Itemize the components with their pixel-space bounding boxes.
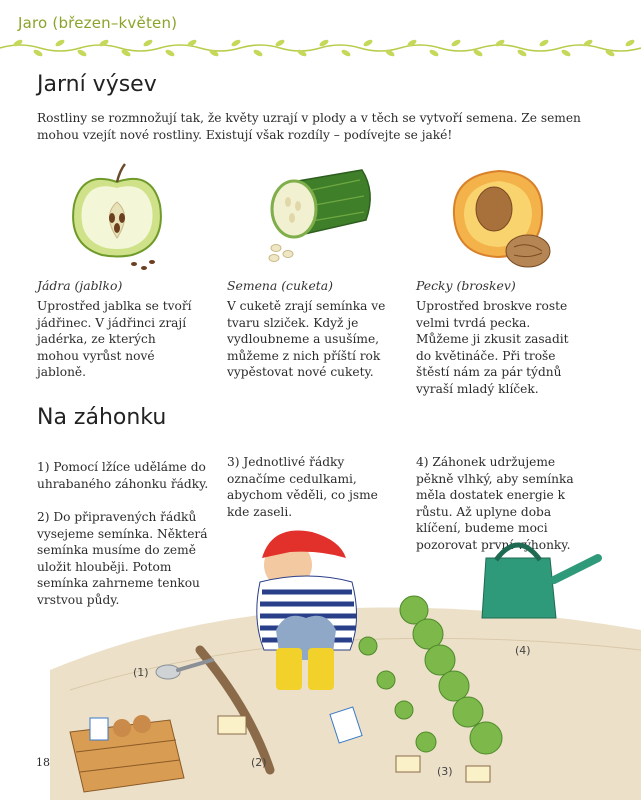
text-peach: Uprostřed broskve roste velmi tvrdá pecka. Můžeme ji zkusit zasadit do květináče. Při troše štěstí nám za pár týdnů vyraší mladý klíček. [416,299,569,396]
caption-zucchini: Semena (cuketa) [227,278,334,293]
section-title-garden-bed: Na záhonku [37,405,167,430]
intro-paragraph: Rostliny se rozmnožují tak, že květy uzrají v plody a v těch se vytvoří semena. Ze semen mohou vzejít nové rostliny. Existují však rozdíly – podívejte se jaké! [37,111,581,142]
apple-icon [62,160,172,275]
marker-2: (2) [251,756,267,769]
vine-divider-icon [0,36,641,60]
step-1: 1) Pomocí lžíce uděláme do uhrabaného záhonku řádky. [37,460,209,491]
marker-4: (4) [515,644,531,657]
section-header: Jaro (březen–květen) [18,14,178,32]
garden-scene-illustration [50,510,641,800]
step-3: 3) Jednotlivé řádky označíme cedulkami, abychom věděli, co jsme kde zaseli. [227,455,378,519]
step-2: 2) Do připravených řádků vysejeme semínka. Některá semínka musíme do země uložit hlouběji. Potom semínka zahrneme tenkou vrstvou půdy. [37,510,208,607]
step-4: 4) Záhonek udržujeme pěkně vlhký, aby semínka měla dostatek energie k růstu. Až uplyne doba klíčení, budeme moci pozorovat první výhonky. [416,455,574,552]
text-zucchini: V cuketě zrají semínka ve tvaru slziček. Když je vydloubneme a usušíme, můžeme z nich příští rok vypěstovat nové cukety. [227,299,386,379]
marker-3: (3) [437,765,453,778]
caption-apple: Jádra (jablko) [37,278,123,293]
marker-1: (1) [133,666,149,679]
text-apple: Uprostřed jablka se tvoří jádřinec. V jádřinci zrají jadérka, ze kterých mohou vyrůst nové jabloně. [37,299,192,379]
zucchini-icon [262,162,382,267]
peach-icon [444,165,556,273]
page-number: 18 [36,756,50,769]
caption-peach: Pecky (broskev) [416,278,516,293]
section-title-spring-sowing: Jarní výsev [37,72,157,97]
